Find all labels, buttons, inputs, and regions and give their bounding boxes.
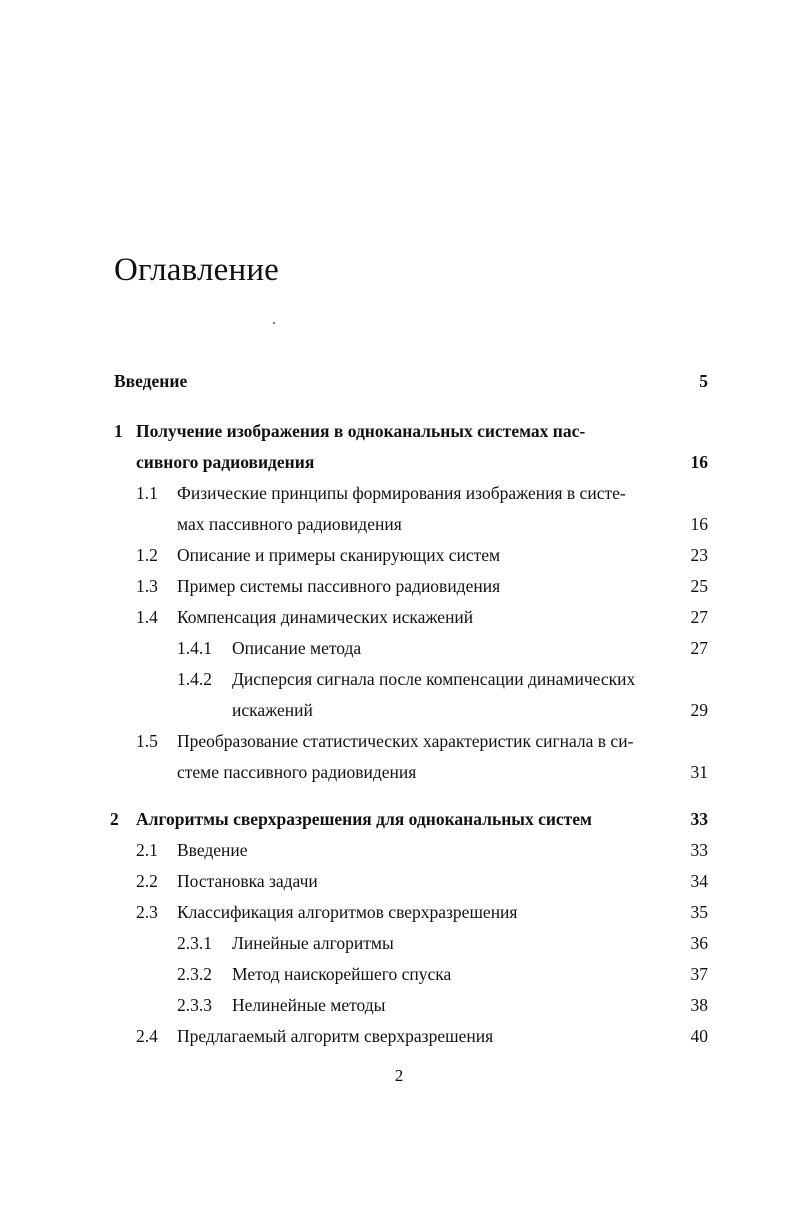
scan-speck [273,322,275,324]
page-title: Оглавление [114,252,280,288]
toc-title: Введение [114,371,188,391]
toc-entry-1-5[interactable] [0,729,798,753]
toc-number: 1.1 [136,483,158,503]
toc-title: Введение [177,840,248,860]
toc-entry-2-3[interactable] [0,900,798,924]
toc-page: 27 [690,638,708,658]
toc-entry-1-4[interactable] [0,605,798,629]
toc-title: Нелинейные методы [232,995,386,1015]
toc-title: Преобразование статистических характеристик сигнала в си- [177,731,634,751]
toc-number: 2.3.2 [177,964,212,984]
toc-title: Алгоритмы сверхразрешения для одноканальных систем [136,809,592,829]
toc-title: Компенсация динамических искажений [177,607,474,627]
toc-entry-2-2[interactable] [0,869,798,893]
toc-page: 16 [690,452,708,472]
toc-entry-intro[interactable] [0,369,798,393]
toc-page: 33 [690,840,708,860]
toc-title: Линейные алгоритмы [232,933,394,953]
toc-page: 31 [690,762,708,782]
toc-title: Описание и примеры сканирующих систем [177,545,501,565]
toc-page: 16 [690,514,708,534]
toc-entry-1-1[interactable] [0,481,798,505]
toc-number: 2.3 [136,902,158,922]
toc-entry-ch1-cont[interactable] [0,450,798,474]
toc-title: Пример системы пассивного радиовидения [177,576,501,596]
toc-number: 2.3.3 [177,995,212,1015]
toc-number: 2.1 [136,840,158,860]
toc-title: Описание метода [232,638,362,658]
toc-title: искажений [232,700,313,720]
toc-number: 1.3 [136,576,158,596]
toc-title: Метод наискорейшего спуска [232,964,452,984]
toc-entry-2-3-1[interactable] [0,931,798,955]
toc-entry-ch1[interactable] [0,419,798,443]
toc-entry-1-2[interactable] [0,543,798,567]
toc-entry-1-4-2[interactable] [0,667,798,691]
toc-entry-2-3-3[interactable] [0,993,798,1017]
toc-title: Получение изображения в одноканальных системах пас- [136,421,586,441]
toc-number: 1 [114,421,123,441]
toc-entry-1-3[interactable] [0,574,798,598]
toc-entry-2-1[interactable] [0,838,798,862]
toc-number: 1.2 [136,545,158,565]
toc-title: Дисперсия сигнала после компенсации динамических [232,669,636,689]
toc-page: 29 [690,700,708,720]
toc-title: сивного радиовидения [136,452,315,472]
toc-entry-1-4-2-cont[interactable] [0,698,798,722]
toc-page: 5 [699,371,708,391]
toc-page: 36 [690,933,708,953]
toc-page: 23 [690,545,708,565]
toc-title: Физические принципы формирования изображения в систе- [177,483,626,503]
toc-entry-1-1-cont[interactable] [0,512,798,536]
toc-entry-ch2[interactable] [0,807,798,831]
toc-title: Классификация алгоритмов сверхразрешения [177,902,518,922]
toc-page: 35 [690,902,708,922]
toc-page: 37 [690,964,708,984]
toc-number: 1.4 [136,607,158,627]
toc-page: 27 [690,607,708,627]
page-number: 2 [394,1066,404,1085]
toc-entry-2-4[interactable] [0,1024,798,1048]
toc-title: Предлагаемый алгоритм сверхразрешения [177,1026,494,1046]
toc-number: 1.4.1 [177,638,212,658]
toc-title: мах пассивного радиовидения [177,514,402,534]
toc-number: 2 [110,809,119,829]
toc-entry-1-5-cont[interactable] [0,760,798,784]
toc-page: 33 [690,809,708,829]
toc-number: 2.2 [136,871,158,891]
toc-title: Постановка задачи [177,871,318,891]
toc-number: 2.3.1 [177,933,212,953]
toc-page: 34 [690,871,708,891]
toc-title: стеме пассивного радиовидения [177,762,417,782]
toc-number: 1.5 [136,731,158,751]
toc-number: 1.4.2 [177,669,212,689]
toc-entry-1-4-1[interactable] [0,636,798,660]
toc-page: 40 [690,1026,708,1046]
toc-number: 2.4 [136,1026,158,1046]
toc-page: 38 [690,995,708,1015]
toc-entry-2-3-2[interactable] [0,962,798,986]
toc-page: 25 [690,576,708,596]
